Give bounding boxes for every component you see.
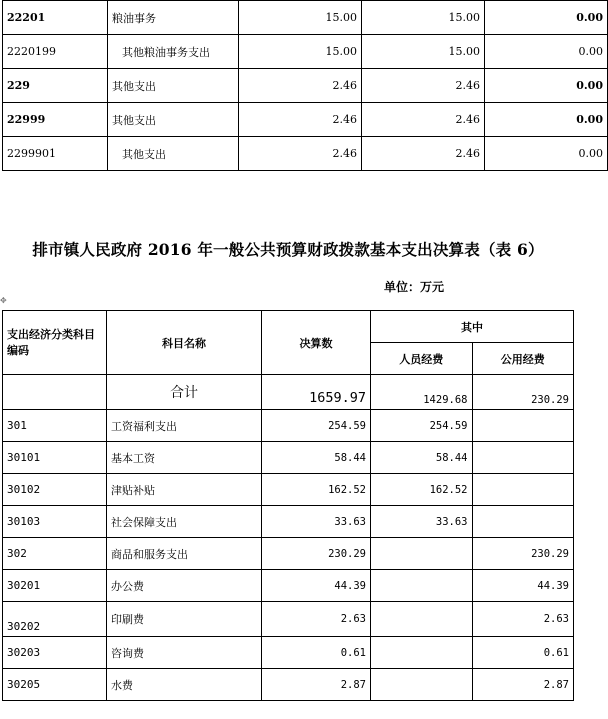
table-row (3, 538, 574, 570)
row-value-2: 15.00 (362, 1, 485, 35)
row-code: 30202 (3, 602, 107, 637)
row-personnel: 58.44 (371, 442, 473, 474)
row-code: 302 (3, 538, 107, 570)
row-value-1: 2.46 (239, 103, 362, 137)
row-code: 301 (3, 410, 107, 442)
row-name: 其他支出 (108, 103, 239, 137)
row-public (472, 474, 574, 506)
row-code: 30203 (3, 637, 107, 669)
total-public: 230.29 (472, 375, 574, 410)
row-value-3: 0.00 (485, 137, 608, 171)
row-amount: 2.63 (262, 602, 371, 637)
row-value-1: 2.46 (239, 137, 362, 171)
table-row (3, 637, 574, 669)
header-name: 科目名称 (107, 311, 262, 375)
row-code: 30102 (3, 474, 107, 506)
row-code: 2299901 (3, 137, 108, 171)
header-group: 其中 (371, 311, 574, 343)
top-table (2, 0, 608, 171)
top-table-body (3, 1, 608, 171)
row-name: 其他支出 (108, 69, 239, 103)
row-personnel: 33.63 (371, 506, 473, 538)
table-row (3, 570, 574, 602)
row-value-2: 2.46 (362, 69, 485, 103)
row-amount: 0.61 (262, 637, 371, 669)
row-value-1: 15.00 (239, 35, 362, 69)
header-row-1 (3, 311, 574, 343)
header-amount: 决算数 (262, 311, 371, 375)
row-code: 30205 (3, 669, 107, 701)
row-name: 其他粮油事务支出 (108, 35, 239, 69)
row-code: 30101 (3, 442, 107, 474)
row-value-2: 2.46 (362, 137, 485, 171)
header-public: 公用经费 (472, 343, 574, 375)
row-code: 22999 (3, 103, 108, 137)
top-table-row (3, 103, 608, 137)
row-value-2: 15.00 (362, 35, 485, 69)
table-row (3, 410, 574, 442)
row-amount: 2.87 (262, 669, 371, 701)
row-personnel (371, 602, 473, 637)
row-public (472, 442, 574, 474)
top-table-row (3, 69, 608, 103)
table-row (3, 506, 574, 538)
table-row (3, 602, 574, 637)
row-amount: 44.39 (262, 570, 371, 602)
page-title: 排市镇人民政府 2016 年一般公共预算财政拨款基本支出决算表（表 6） (32, 240, 544, 259)
row-code: 22201 (3, 1, 108, 35)
row-value-1: 2.46 (239, 69, 362, 103)
row-amount: 254.59 (262, 410, 371, 442)
header-personnel: 人员经费 (371, 343, 473, 375)
row-value-2: 2.46 (362, 103, 485, 137)
main-table (2, 310, 574, 701)
row-value-3: 0.00 (485, 1, 608, 35)
row-amount: 33.63 (262, 506, 371, 538)
row-name: 津贴补贴 (107, 474, 262, 506)
row-amount: 162.52 (262, 474, 371, 506)
row-amount: 58.44 (262, 442, 371, 474)
row-public: 0.61 (472, 637, 574, 669)
row-name: 水费 (107, 669, 262, 701)
main-table-body (3, 311, 574, 701)
total-label: 合计 (107, 375, 262, 410)
row-personnel (371, 637, 473, 669)
row-public: 44.39 (472, 570, 574, 602)
row-value-3: 0.00 (485, 35, 608, 69)
row-name: 办公费 (107, 570, 262, 602)
total-amount: 1659.97 (262, 375, 371, 410)
row-code: 30103 (3, 506, 107, 538)
row-code: 30201 (3, 570, 107, 602)
row-personnel: 254.59 (371, 410, 473, 442)
row-name: 基本工资 (107, 442, 262, 474)
row-code: 2220199 (3, 35, 108, 69)
total-code (3, 375, 107, 410)
row-public: 2.63 (472, 602, 574, 637)
row-name: 印刷费 (107, 602, 262, 637)
table-row (3, 474, 574, 506)
row-name: 咨询费 (107, 637, 262, 669)
row-personnel (371, 538, 473, 570)
unit-label: 单位：万元 (384, 280, 445, 294)
row-public (472, 506, 574, 538)
row-value-3: 0.00 (485, 69, 608, 103)
row-name: 社会保障支出 (107, 506, 262, 538)
row-public: 2.87 (472, 669, 574, 701)
table-anchor-icon: ✥ (0, 296, 7, 305)
header-code: 支出经济分类科目编码 (3, 311, 107, 375)
row-name: 其他支出 (108, 137, 239, 171)
table-row (3, 442, 574, 474)
top-table-row (3, 35, 608, 69)
row-value-3: 0.00 (485, 103, 608, 137)
row-name: 粮油事务 (108, 1, 239, 35)
row-public (472, 410, 574, 442)
row-personnel (371, 669, 473, 701)
top-table-row (3, 1, 608, 35)
row-amount: 230.29 (262, 538, 371, 570)
total-row (3, 375, 574, 410)
total-personnel: 1429.68 (371, 375, 473, 410)
row-public: 230.29 (472, 538, 574, 570)
row-value-1: 15.00 (239, 1, 362, 35)
table-row (3, 669, 574, 701)
row-name: 工资福利支出 (107, 410, 262, 442)
row-personnel: 162.52 (371, 474, 473, 506)
row-personnel (371, 570, 473, 602)
top-table-row (3, 137, 608, 171)
row-code: 229 (3, 69, 108, 103)
row-name: 商品和服务支出 (107, 538, 262, 570)
